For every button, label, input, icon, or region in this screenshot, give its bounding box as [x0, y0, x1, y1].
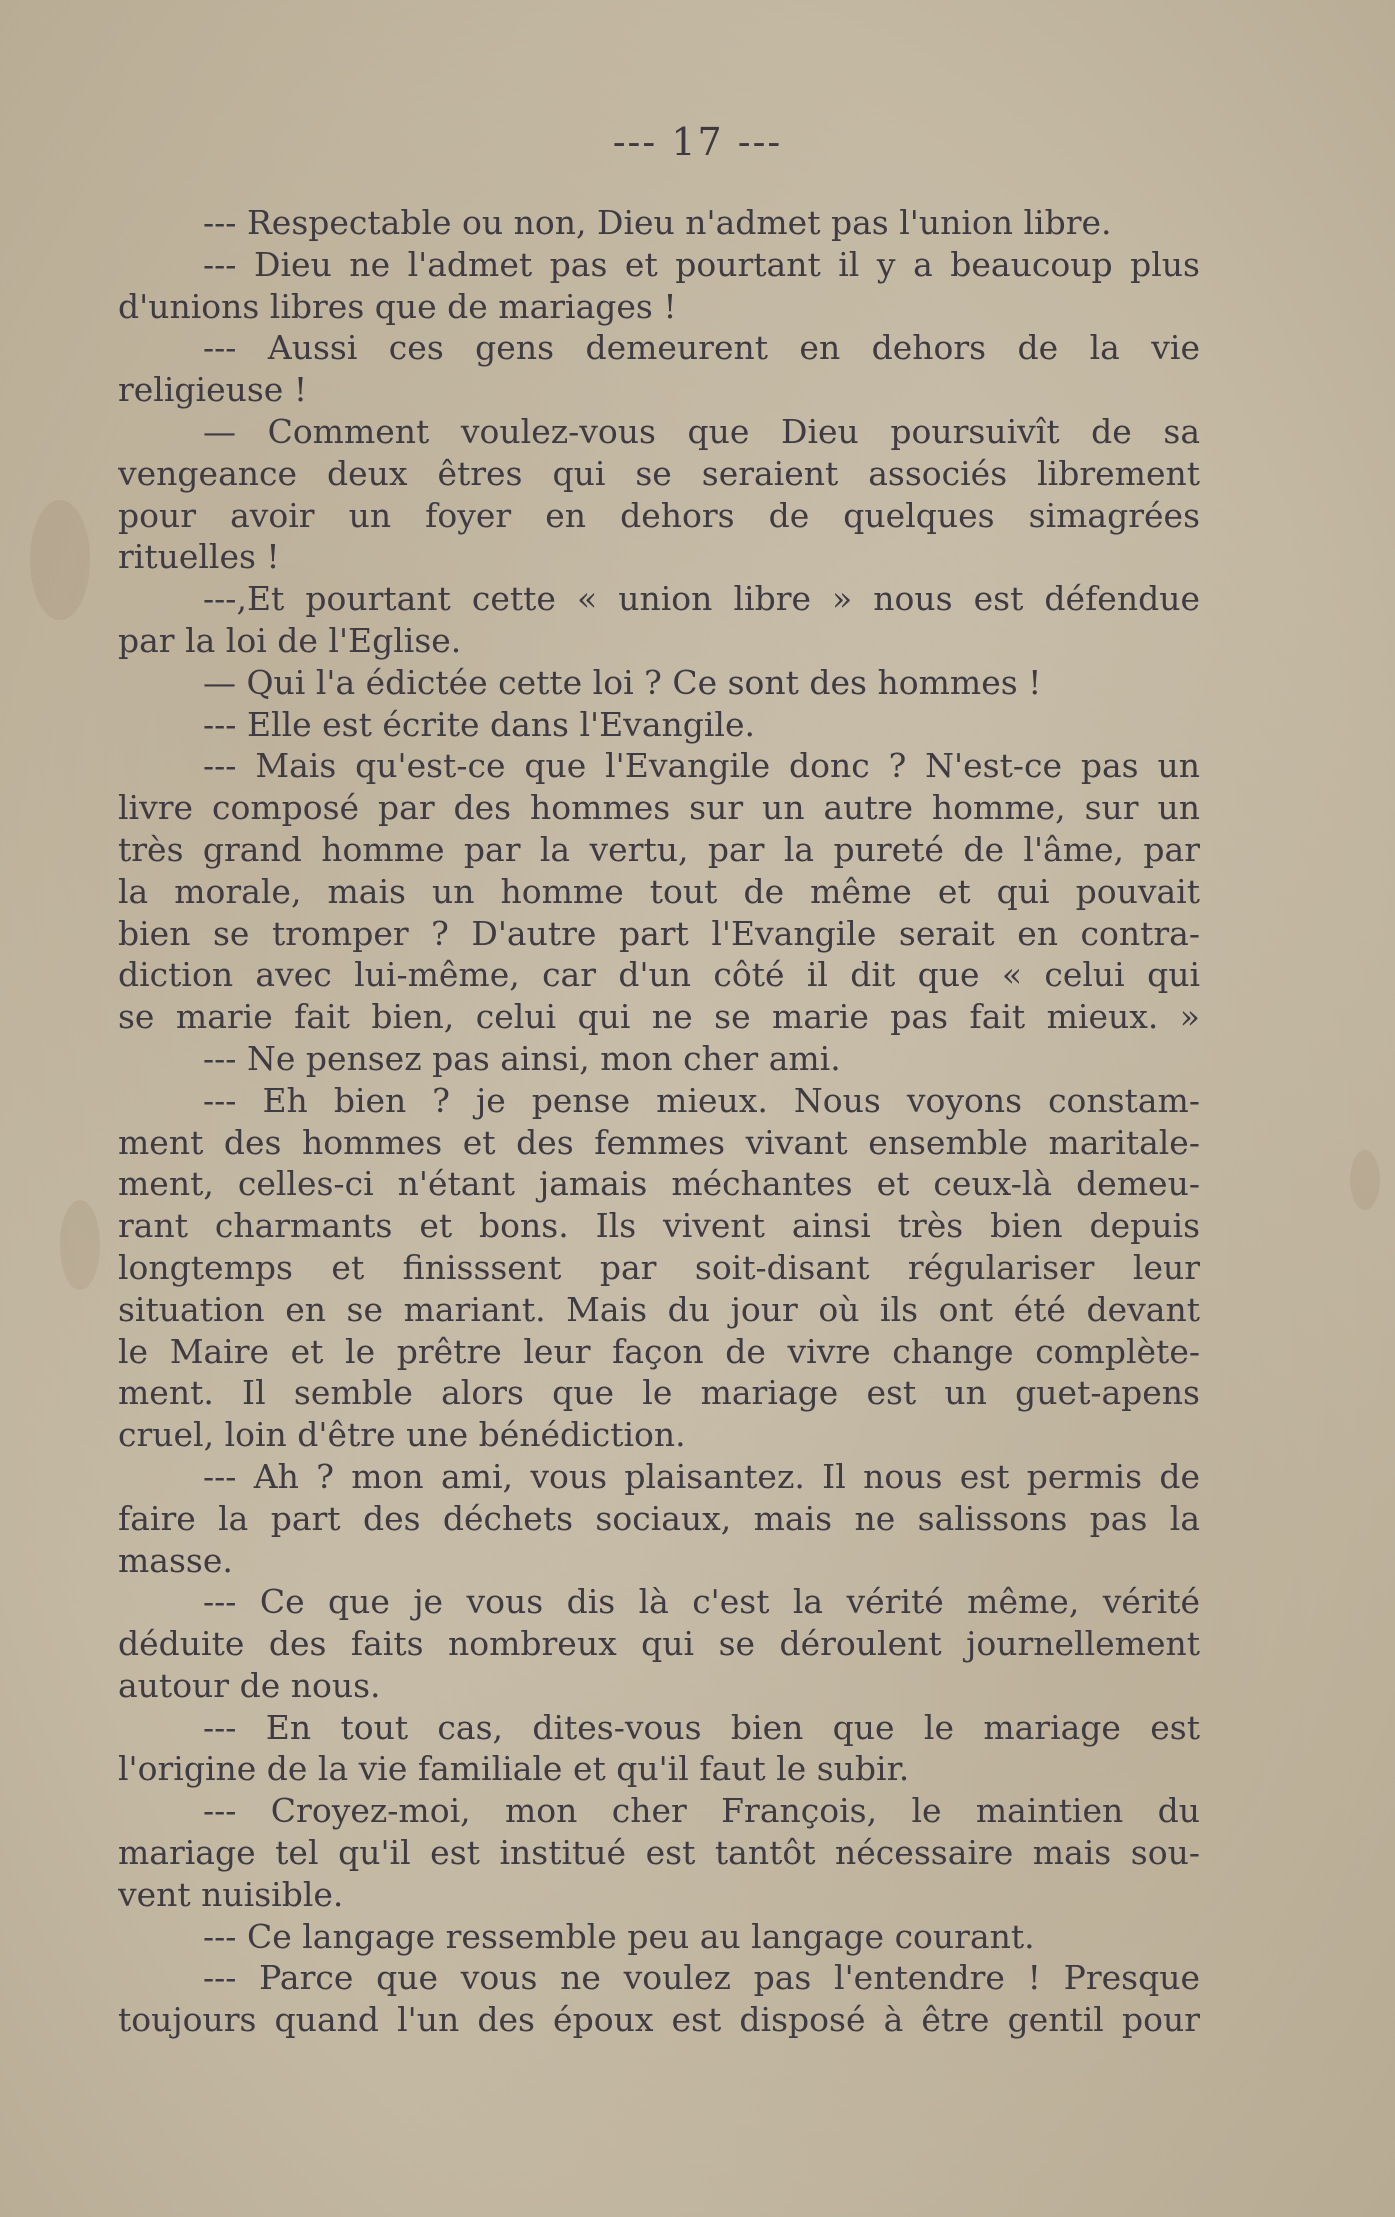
text-line: pour avoir un foyer en dehors de quelques simagrées	[118, 495, 1200, 535]
text-line: se marie fait bien, celui qui ne se marie pas fait mieux. »	[118, 997, 1200, 1037]
text-line: la morale, mais un homme tout de même et qui pouvait	[118, 871, 1200, 911]
text-line: bien se tromper ? D'autre part l'Evangile serait en contra-	[118, 913, 1200, 953]
text-line: --- Dieu ne l'admet pas et pourtant il y a beaucoup plus	[203, 244, 1200, 284]
text-line: situation en se mariant. Mais du jour où ils ont été devant	[118, 1289, 1200, 1329]
text-line: --- Ce langage ressemble peu au langage courant.	[203, 1916, 1035, 1956]
text-line: ment. Il semble alors que le mariage est un guet-apens	[118, 1373, 1200, 1413]
text-line: vent nuisible.	[118, 1874, 344, 1914]
text-line: ---,Et pourtant cette « union libre » nous est défendue	[203, 579, 1200, 619]
text-line: cruel, loin d'être une bénédiction.	[118, 1415, 686, 1455]
text-line: --- Croyez-moi, mon cher François, le maintien du	[203, 1791, 1200, 1831]
paper-stain	[30, 500, 90, 620]
text-line: déduite des faits nombreux qui se déroulent journellement	[118, 1624, 1200, 1664]
text-line: --- Ah ? mon ami, vous plaisantez. Il nous est permis de	[203, 1456, 1200, 1496]
paper-stain	[60, 1200, 100, 1290]
text-line: autour de nous.	[118, 1665, 381, 1705]
text-line: vengeance deux êtres qui se seraient associés librement	[118, 453, 1200, 493]
text-line: par la loi de l'Eglise.	[118, 620, 462, 660]
text-line: livre composé par des hommes sur un autre homme, sur un	[118, 788, 1200, 828]
text-line: --- Ne pensez pas ainsi, mon cher ami.	[203, 1038, 841, 1078]
text-line: rituelles !	[118, 537, 280, 577]
page-number: --- 17 ---	[612, 120, 783, 164]
text-line: très grand homme par la vertu, par la pureté de l'âme, par	[118, 829, 1200, 869]
text-line: --- Parce que vous ne voulez pas l'entendre ! Presque	[203, 1958, 1200, 1998]
text-line: --- Aussi ces gens demeurent en dehors de la vie	[203, 328, 1200, 368]
text-line: ment des hommes et des femmes vivant ensemble maritale-	[118, 1122, 1200, 1162]
text-line: l'origine de la vie familiale et qu'il faut le subir.	[118, 1749, 910, 1789]
text-line: — Comment voulez-vous que Dieu poursuivît de sa	[203, 411, 1200, 451]
text-line: --- Mais qu'est-ce que l'Evangile donc ? N'est-ce pas un	[203, 746, 1200, 786]
text-line: religieuse !	[118, 370, 308, 410]
text-line: --- Respectable ou non, Dieu n'admet pas l'union libre.	[203, 203, 1112, 242]
text-line: le Maire et le prêtre leur façon de vivre change complète-	[118, 1331, 1200, 1371]
text-line: rant charmants et bons. Ils vivent ainsi très bien depuis	[118, 1206, 1200, 1246]
text-line: diction avec lui-même, car d'un côté il dit que « celui qui	[118, 955, 1200, 995]
paper-stain	[1350, 1150, 1380, 1210]
text-line: --- Eh bien ? je pense mieux. Nous voyons constam-	[203, 1080, 1200, 1120]
text-line: toujours quand l'un des époux est disposé à être gentil pour	[118, 2000, 1200, 2040]
body-text	[118, 202, 1200, 2041]
text-line: longtemps et finisssent par soit-disant régulariser leur	[118, 1247, 1200, 1287]
text-line: d'unions libres que de mariages !	[118, 286, 677, 326]
text-line: --- Ce que je vous dis là c'est la vérité même, vérité	[203, 1582, 1200, 1622]
text-line: --- En tout cas, dites-vous bien que le mariage est	[203, 1707, 1200, 1747]
text-line: — Qui l'a édictée cette loi ? Ce sont des hommes !	[203, 662, 1042, 702]
text-line: mariage tel qu'il est institué est tantôt nécessaire mais sou-	[118, 1833, 1200, 1873]
text-line: faire la part des déchets sociaux, mais ne salissons pas la	[118, 1498, 1200, 1538]
text-line: --- Elle est écrite dans l'Evangile.	[203, 704, 756, 744]
text-line: masse.	[118, 1540, 233, 1580]
text-line: ment, celles-ci n'étant jamais méchantes et ceux-là demeu-	[118, 1164, 1200, 1204]
